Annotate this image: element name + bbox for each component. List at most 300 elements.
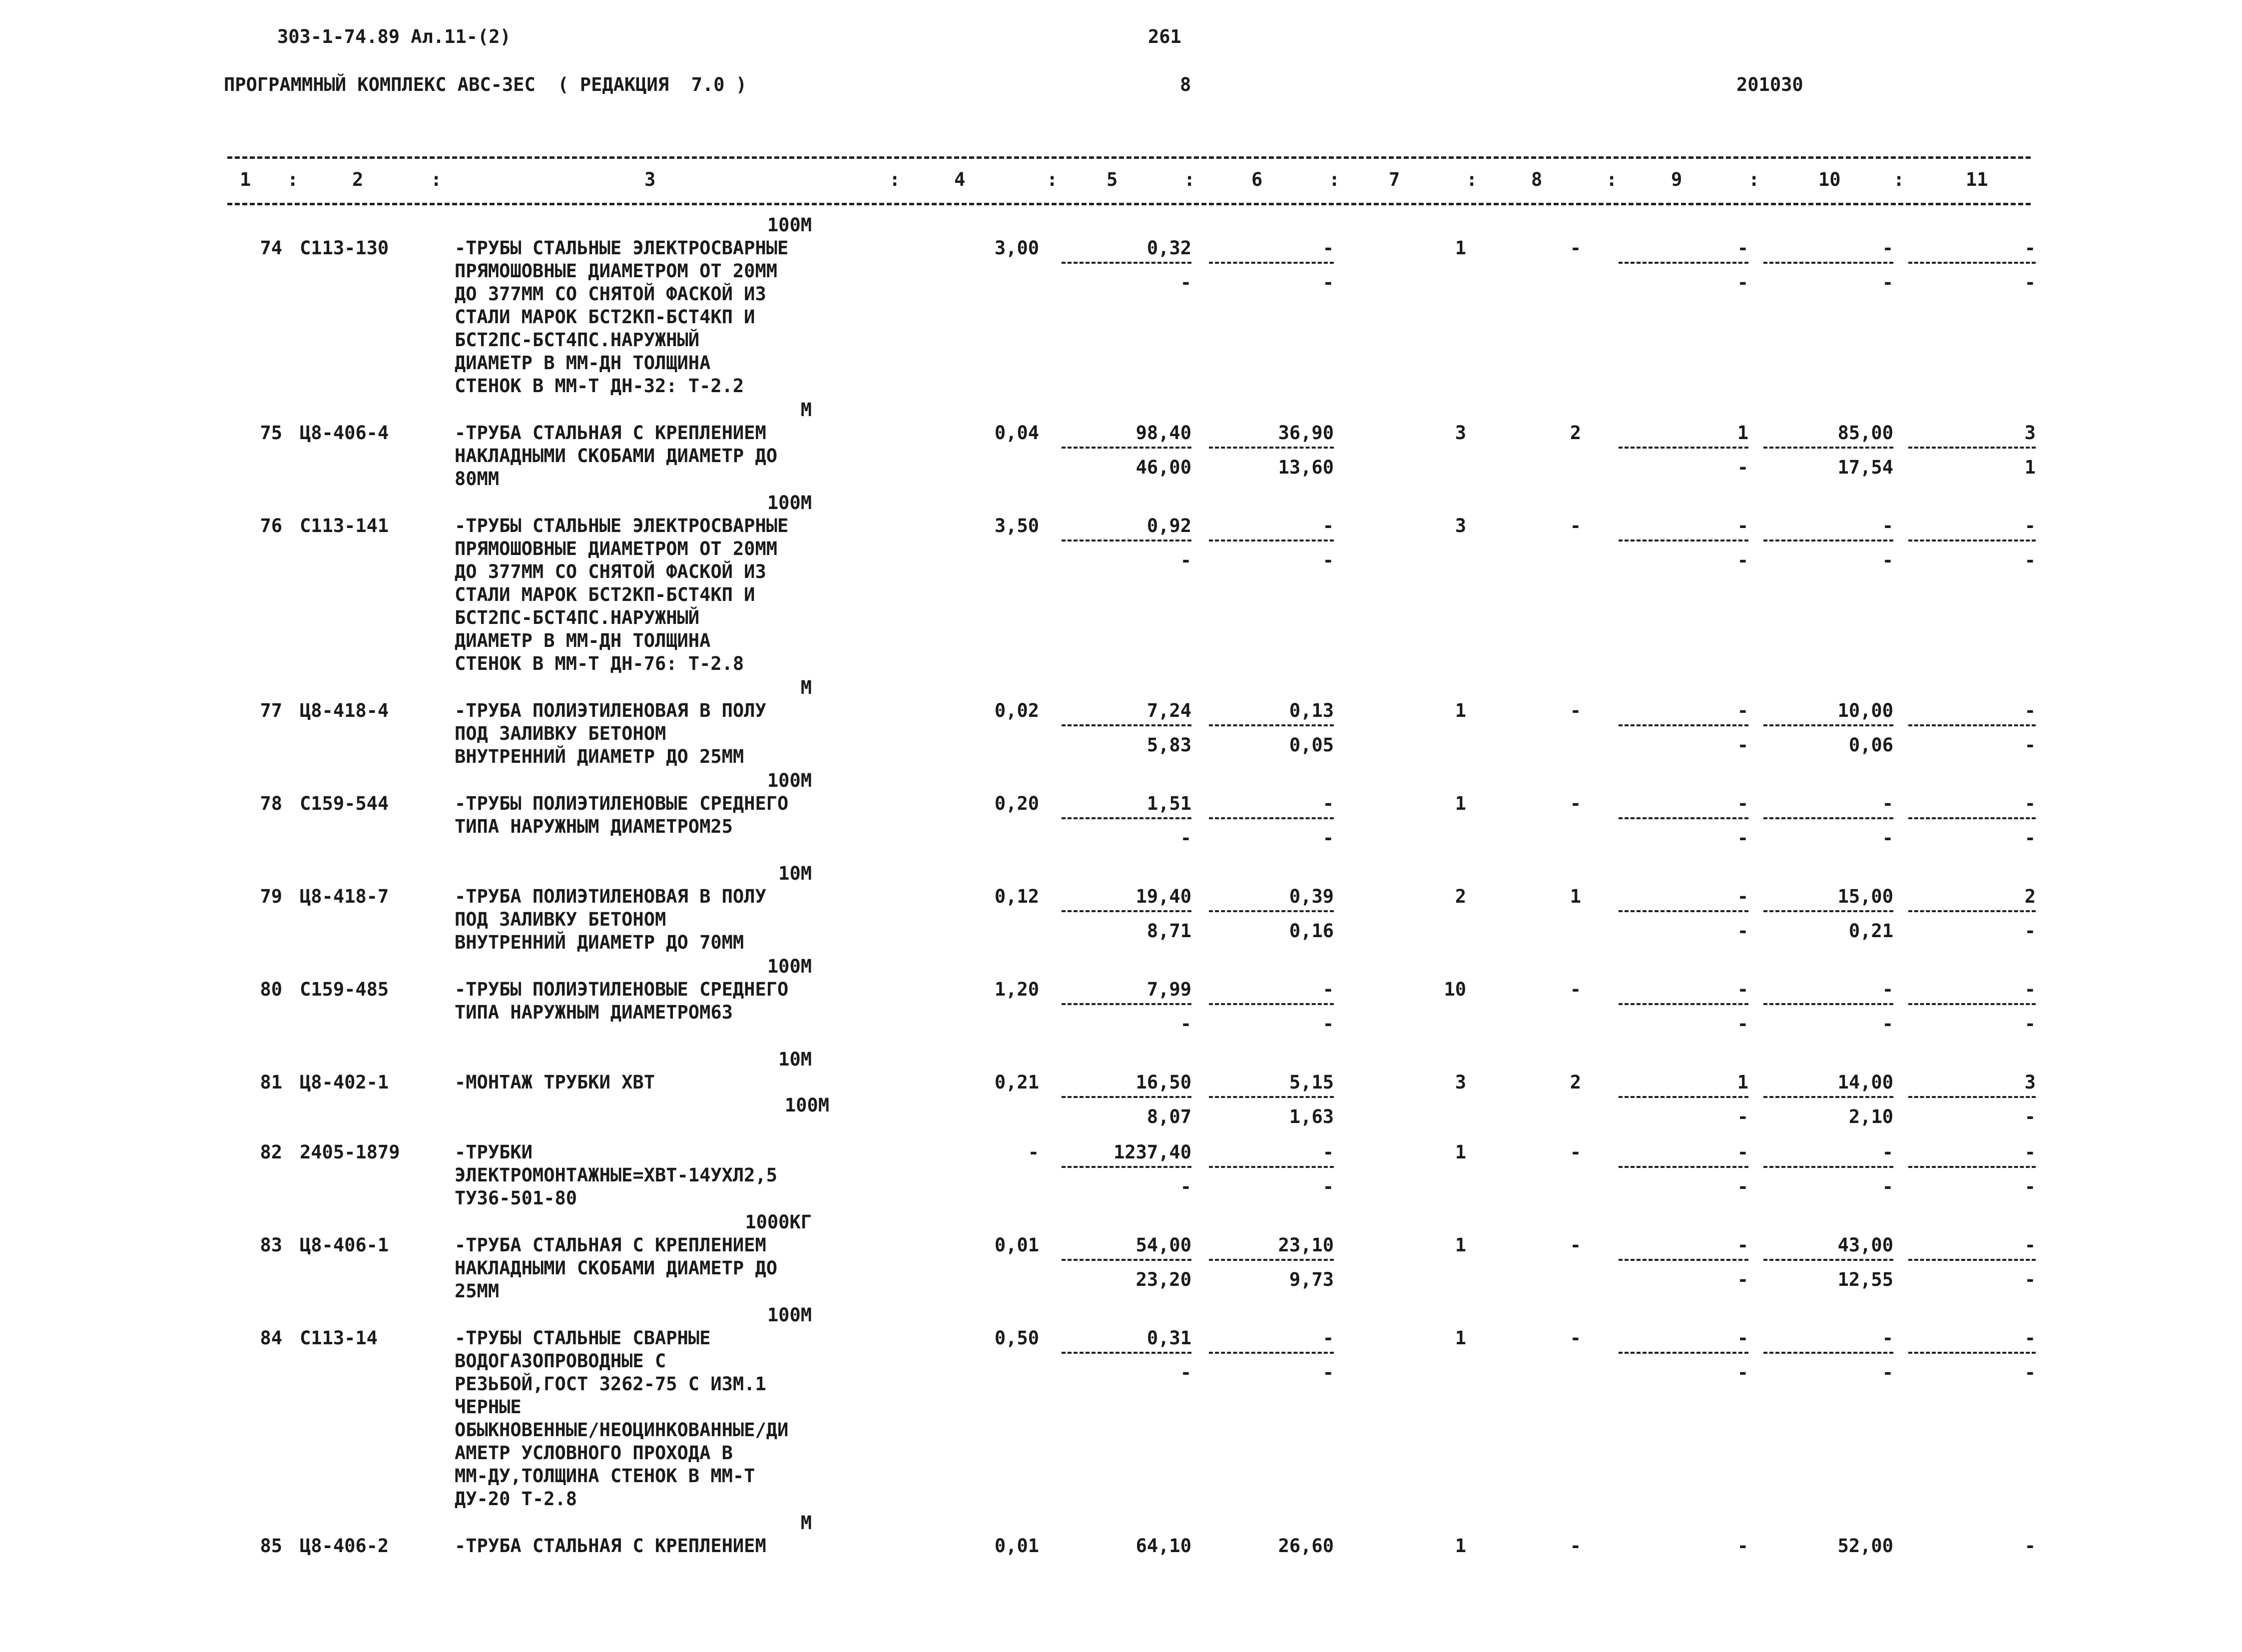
cell-divider-rule xyxy=(1209,910,1334,912)
value-cell-c10: 10,00 xyxy=(1837,700,1893,721)
item-description: -ТРУБА ПОЛИЭТИЛЕНОВАЯ В ПОЛУ xyxy=(455,700,766,721)
value-cell-c5: 98,40 xyxy=(1135,422,1191,444)
quantity-cell: 1,20 xyxy=(994,979,1039,1000)
value-cell-c7: 1 xyxy=(1455,700,1466,721)
value-cell-c5: 64,10 xyxy=(1135,1535,1191,1557)
item-description: ДИАМЕТР В ММ-ДН ТОЛЩИНА xyxy=(455,630,711,651)
item-description: СТАЛИ МАРОК БСТ2КП-БСТ4КП И xyxy=(455,306,755,328)
value-cell-c9: - xyxy=(1737,979,1748,1000)
value-cell-c8: 2 xyxy=(1570,1072,1581,1093)
cell-divider-rule xyxy=(1062,1352,1191,1354)
column-separator: : xyxy=(287,169,299,190)
item-description: 25ММ xyxy=(455,1280,500,1302)
item-description: -ТРУБКИ xyxy=(455,1141,533,1163)
value-cell-c6: 0,39 xyxy=(1289,886,1334,907)
cell-divider-rule xyxy=(1209,262,1334,264)
sheet-number: 8 xyxy=(1180,74,1191,95)
value-cell-c9: - xyxy=(1737,700,1748,721)
column-header-11: 11 xyxy=(1966,169,1988,190)
value-cell-c9-lower: - xyxy=(1737,920,1748,942)
rate-code: 2405-1879 xyxy=(300,1141,400,1163)
value-cell-c7: 10 xyxy=(1444,979,1466,1000)
value-cell-c10: 52,00 xyxy=(1837,1535,1893,1557)
table-top-rule xyxy=(227,156,2031,159)
value-cell-c9: - xyxy=(1737,886,1748,907)
column-header-7: 7 xyxy=(1389,169,1400,190)
value-cell-c10-lower: 2,10 xyxy=(1848,1106,1893,1127)
value-cell-c6-lower: - xyxy=(1322,1176,1334,1197)
cell-divider-rule xyxy=(1062,724,1191,726)
unit-label: М xyxy=(800,399,812,421)
unit-label: 100М xyxy=(767,956,812,977)
cell-divider-rule xyxy=(1209,817,1334,819)
value-cell-c5: 1,51 xyxy=(1146,793,1191,814)
value-cell-c7: 1 xyxy=(1455,793,1466,814)
value-cell-c5-lower: 46,00 xyxy=(1135,457,1191,478)
value-cell-c6-lower: 13,60 xyxy=(1278,457,1334,478)
rate-code: С159-544 xyxy=(300,793,389,814)
value-cell-c6-lower: 9,73 xyxy=(1289,1269,1334,1290)
value-cell-c11-lower: - xyxy=(2024,1176,2036,1197)
value-cell-c6-lower: - xyxy=(1322,827,1334,849)
column-separator: : xyxy=(1184,169,1195,190)
cell-divider-rule xyxy=(1062,540,1191,542)
quantity-cell: 0,21 xyxy=(994,1072,1039,1093)
rate-code: Ц8-402-1 xyxy=(300,1072,389,1093)
value-cell-c9: 1 xyxy=(1737,422,1748,444)
value-cell-c10: - xyxy=(1882,793,1893,814)
value-cell-c11: 2 xyxy=(2024,886,2036,907)
cell-divider-rule xyxy=(1619,1352,1748,1354)
column-header-2: 2 xyxy=(352,169,364,190)
value-cell-c9-lower: - xyxy=(1737,1106,1748,1127)
value-cell-c6-lower: 0,16 xyxy=(1289,920,1334,942)
cell-divider-rule xyxy=(1062,817,1191,819)
row-number: 84 xyxy=(260,1327,282,1349)
value-cell-c11-lower: - xyxy=(2024,1362,2036,1383)
value-cell-c9: - xyxy=(1737,1327,1748,1349)
quantity-cell: 0,04 xyxy=(994,422,1039,444)
value-cell-c11: - xyxy=(2024,1535,2036,1557)
value-cell-c5-lower: - xyxy=(1180,827,1191,849)
value-cell-c11: - xyxy=(2024,979,2036,1000)
column-separator: : xyxy=(1329,169,1340,190)
value-cell-c10: 85,00 xyxy=(1837,422,1893,444)
value-cell-c5-lower: - xyxy=(1180,550,1191,571)
cell-divider-rule xyxy=(1763,1259,1893,1261)
value-cell-c5: 0,31 xyxy=(1146,1327,1191,1349)
value-cell-c6: 5,15 xyxy=(1289,1072,1334,1093)
column-header-8: 8 xyxy=(1531,169,1543,190)
value-cell-c11-lower: - xyxy=(2024,272,2036,293)
cell-divider-rule xyxy=(1209,1166,1334,1168)
row-number: 80 xyxy=(260,979,282,1000)
unit-label: 100М xyxy=(767,492,812,514)
value-cell-c6-lower: - xyxy=(1322,1362,1334,1383)
value-cell-c10: - xyxy=(1882,515,1893,537)
item-description: ЧЕРНЫЕ xyxy=(455,1396,522,1418)
item-description: СТЕНОК В ММ-Т ДН-76: Т-2.8 xyxy=(455,653,744,674)
value-cell-c6: - xyxy=(1322,1327,1334,1349)
cell-divider-rule xyxy=(1763,1096,1893,1098)
value-cell-c6-lower: 1,63 xyxy=(1289,1106,1334,1127)
cell-divider-rule xyxy=(1619,262,1748,264)
value-cell-c9-lower: - xyxy=(1737,272,1748,293)
column-header-3: 3 xyxy=(644,169,656,190)
value-cell-c8: - xyxy=(1570,793,1581,814)
cell-divider-rule xyxy=(1763,262,1893,264)
value-cell-c9-lower: - xyxy=(1737,457,1748,478)
column-separator: : xyxy=(1466,169,1478,190)
value-cell-c9: - xyxy=(1737,237,1748,259)
value-cell-c5-lower: 8,71 xyxy=(1146,920,1191,942)
cell-divider-rule xyxy=(1908,910,2036,912)
value-cell-c8: - xyxy=(1570,515,1581,537)
cell-divider-rule xyxy=(1763,817,1893,819)
unit-label: 10М xyxy=(778,863,812,884)
cell-divider-rule xyxy=(1763,1352,1893,1354)
item-description: ЭЛЕКТРОМОНТАЖНЫЕ=ХВТ-14УХЛ2,5 xyxy=(455,1164,778,1186)
value-cell-c8: - xyxy=(1570,1234,1581,1256)
table-header-rule xyxy=(227,203,2031,205)
value-cell-c11-lower: 1 xyxy=(2024,457,2036,478)
cell-divider-rule xyxy=(1062,447,1191,449)
cell-divider-rule xyxy=(1209,1352,1334,1354)
item-description: ВОДОГАЗОПРОВОДНЫЕ С xyxy=(455,1350,666,1372)
value-cell-c9: - xyxy=(1737,515,1748,537)
row-number: 78 xyxy=(260,793,282,814)
item-description: НАКЛАДНЫМИ СКОБАМИ ДИАМЕТР ДО xyxy=(455,445,778,467)
value-cell-c10-lower: 12,55 xyxy=(1837,1269,1893,1290)
value-cell-c8: - xyxy=(1570,1141,1581,1163)
value-cell-c11: - xyxy=(2024,1141,2036,1163)
item-description: ПРЯМОШОВНЫЕ ДИАМЕТРОМ ОТ 20ММ xyxy=(455,260,778,282)
column-separator: : xyxy=(431,169,442,190)
value-cell-c7: 1 xyxy=(1455,1141,1466,1163)
value-cell-c9: 1 xyxy=(1737,1072,1748,1093)
value-cell-c6: - xyxy=(1322,237,1334,259)
item-description: РЕЗЬБОЙ,ГОСТ 3262-75 С ИЗМ.1 xyxy=(455,1373,766,1395)
value-cell-c8: - xyxy=(1570,237,1581,259)
value-cell-c11-lower: - xyxy=(2024,734,2036,756)
value-cell-c7: 1 xyxy=(1455,1535,1466,1557)
value-cell-c6: 0,13 xyxy=(1289,700,1334,721)
item-description: СТЕНОК В ММ-Т ДН-32: Т-2.2 xyxy=(455,375,744,397)
value-cell-c9: - xyxy=(1737,1141,1748,1163)
page-number: 261 xyxy=(1148,26,1181,47)
value-cell-c5: 7,99 xyxy=(1146,979,1191,1000)
value-cell-c5-lower: 5,83 xyxy=(1146,734,1191,756)
value-cell-c9-lower: - xyxy=(1737,1176,1748,1197)
column-separator: : xyxy=(1606,169,1618,190)
item-description: ТИПА НАРУЖНЫМ ДИАМЕТРОМ25 xyxy=(455,816,733,837)
rate-code: С159-485 xyxy=(300,979,389,1000)
cell-divider-rule xyxy=(1062,1166,1191,1168)
unit-label: 100М xyxy=(784,1095,829,1116)
cell-divider-rule xyxy=(1619,1003,1748,1005)
item-description: -ТРУБЫ СТАЛЬНЫЕ ЭЛЕКТРОСВАРНЫЕ xyxy=(455,515,789,537)
item-description: -ТРУБА СТАЛЬНАЯ С КРЕПЛЕНИЕМ xyxy=(455,1234,766,1256)
item-description: ВНУТРЕННИЙ ДИАМЕТР ДО 25ММ xyxy=(455,746,744,767)
value-cell-c8: - xyxy=(1570,1327,1581,1349)
value-cell-c5-lower: - xyxy=(1180,272,1191,293)
item-description: ДО 377ММ СО СНЯТОЙ ФАСКОЙ ИЗ xyxy=(455,283,766,305)
value-cell-c9: - xyxy=(1737,1535,1748,1557)
value-cell-c11-lower: - xyxy=(2024,550,2036,571)
cell-divider-rule xyxy=(1062,1096,1191,1098)
quantity-cell: 3,00 xyxy=(994,237,1039,259)
document-code: 201030 xyxy=(1736,74,1803,95)
value-cell-c7: 1 xyxy=(1455,1234,1466,1256)
value-cell-c10-lower: 17,54 xyxy=(1837,457,1893,478)
value-cell-c10-lower: - xyxy=(1882,1176,1893,1197)
item-description: НАКЛАДНЫМИ СКОБАМИ ДИАМЕТР ДО xyxy=(455,1257,778,1279)
value-cell-c5-lower: - xyxy=(1180,1176,1191,1197)
value-cell-c5-lower: 23,20 xyxy=(1135,1269,1191,1290)
value-cell-c11: - xyxy=(2024,700,2036,721)
value-cell-c7: 2 xyxy=(1455,886,1466,907)
row-number: 79 xyxy=(260,886,282,907)
row-number: 82 xyxy=(260,1141,282,1163)
value-cell-c8: - xyxy=(1570,700,1581,721)
cell-divider-rule xyxy=(1062,1259,1191,1261)
unit-label: 100М xyxy=(767,770,812,791)
cell-divider-rule xyxy=(1619,1096,1748,1098)
value-cell-c5-lower: - xyxy=(1180,1362,1191,1383)
quantity-cell: 0,50 xyxy=(994,1327,1039,1349)
row-number: 81 xyxy=(260,1072,282,1093)
quantity-cell: 0,20 xyxy=(994,793,1039,814)
item-description: АМЕТР УСЛОВНОГО ПРОХОДА В xyxy=(455,1442,733,1464)
value-cell-c10-lower: 0,21 xyxy=(1848,920,1893,942)
value-cell-c11: - xyxy=(2024,237,2036,259)
column-separator: : xyxy=(889,169,901,190)
value-cell-c10-lower: - xyxy=(1882,550,1893,571)
value-cell-c11-lower: - xyxy=(2024,1106,2036,1127)
value-cell-c6: 36,90 xyxy=(1278,422,1334,444)
item-description: -ТРУБЫ СТАЛЬНЫЕ СВАРНЫЕ xyxy=(455,1327,711,1349)
column-separator: : xyxy=(1748,169,1760,190)
value-cell-c10: - xyxy=(1882,1327,1893,1349)
value-cell-c7: 3 xyxy=(1455,1072,1466,1093)
cell-divider-rule xyxy=(1209,1003,1334,1005)
item-description: -ТРУБЫ ПОЛИЭТИЛЕНОВЫЕ СРЕДНЕГО xyxy=(455,979,789,1000)
column-header-5: 5 xyxy=(1107,169,1118,190)
value-cell-c5: 19,40 xyxy=(1135,886,1191,907)
value-cell-c11-lower: - xyxy=(2024,827,2036,849)
unit-label: 1000КГ xyxy=(745,1211,812,1233)
value-cell-c11: - xyxy=(2024,793,2036,814)
rate-code: Ц8-406-2 xyxy=(300,1535,389,1557)
doc-code: 303-1-74.89 Ал.11-(2) xyxy=(277,26,511,47)
value-cell-c9-lower: - xyxy=(1737,550,1748,571)
cell-divider-rule xyxy=(1763,1003,1893,1005)
unit-label: М xyxy=(800,1512,812,1534)
cell-divider-rule xyxy=(1209,540,1334,542)
value-cell-c5: 0,92 xyxy=(1146,515,1191,537)
value-cell-c8: 2 xyxy=(1570,422,1581,444)
value-cell-c6: - xyxy=(1322,515,1334,537)
cell-divider-rule xyxy=(1908,1096,2036,1098)
cell-divider-rule xyxy=(1908,817,2036,819)
rate-code: Ц8-406-1 xyxy=(300,1234,389,1256)
value-cell-c10: 14,00 xyxy=(1837,1072,1893,1093)
row-number: 85 xyxy=(260,1535,282,1557)
cell-divider-rule xyxy=(1908,262,2036,264)
item-description: СТАЛИ МАРОК БСТ2КП-БСТ4КП И xyxy=(455,584,755,605)
value-cell-c6: 23,10 xyxy=(1278,1234,1334,1256)
value-cell-c9-lower: - xyxy=(1737,1362,1748,1383)
item-description: БСТ2ПС-БСТ4ПС.НАРУЖНЫЙ xyxy=(455,607,700,628)
value-cell-c5-lower: 8,07 xyxy=(1146,1106,1191,1127)
value-cell-c11: 3 xyxy=(2024,1072,2036,1093)
cell-divider-rule xyxy=(1763,910,1893,912)
value-cell-c10-lower: - xyxy=(1882,1362,1893,1383)
column-header-1: 1 xyxy=(240,169,251,190)
value-cell-c10: - xyxy=(1882,237,1893,259)
cell-divider-rule xyxy=(1209,1096,1334,1098)
cell-divider-rule xyxy=(1062,910,1191,912)
value-cell-c6: - xyxy=(1322,793,1334,814)
row-number: 76 xyxy=(260,515,282,537)
item-description: ВНУТРЕННИЙ ДИАМЕТР ДО 70ММ xyxy=(455,932,744,953)
cell-divider-rule xyxy=(1209,1259,1334,1261)
cell-divider-rule xyxy=(1062,262,1191,264)
column-separator: : xyxy=(1047,169,1058,190)
cell-divider-rule xyxy=(1908,1352,2036,1354)
value-cell-c10-lower: - xyxy=(1882,827,1893,849)
cell-divider-rule xyxy=(1763,447,1893,449)
value-cell-c5: 7,24 xyxy=(1146,700,1191,721)
rate-code: Ц8-406-4 xyxy=(300,422,389,444)
item-description: -ТРУБА ПОЛИЭТИЛЕНОВАЯ В ПОЛУ xyxy=(455,886,766,907)
value-cell-c7: 1 xyxy=(1455,1327,1466,1349)
value-cell-c6-lower: - xyxy=(1322,550,1334,571)
value-cell-c10-lower: - xyxy=(1882,272,1893,293)
column-header-6: 6 xyxy=(1251,169,1263,190)
value-cell-c11: - xyxy=(2024,1234,2036,1256)
value-cell-c10: - xyxy=(1882,979,1893,1000)
rate-code: Ц8-418-4 xyxy=(300,700,389,721)
value-cell-c6-lower: - xyxy=(1322,1013,1334,1035)
column-header-4: 4 xyxy=(954,169,966,190)
cell-divider-rule xyxy=(1908,1166,2036,1168)
value-cell-c9: - xyxy=(1737,1234,1748,1256)
item-description: БСТ2ПС-БСТ4ПС.НАРУЖНЫЙ xyxy=(455,329,700,351)
value-cell-c5-lower: - xyxy=(1180,1013,1191,1035)
item-description: ММ-ДУ,ТОЛЩИНА СТЕНОК В ММ-Т xyxy=(455,1465,755,1487)
cell-divider-rule xyxy=(1908,1003,2036,1005)
value-cell-c6: 26,60 xyxy=(1278,1535,1334,1557)
item-description: ОБЫКНОВЕННЫЕ/НЕОЦИНКОВАННЫЕ/ДИ xyxy=(455,1419,789,1441)
cell-divider-rule xyxy=(1908,724,2036,726)
program-title: ПРОГРАММНЫЙ КОМПЛЕКС АВС-3ЕС ( РЕДАКЦИЯ 7.0 ) xyxy=(224,74,747,95)
item-description: ДО 377ММ СО СНЯТОЙ ФАСКОЙ ИЗ xyxy=(455,561,766,582)
value-cell-c10: - xyxy=(1882,1141,1893,1163)
item-description: -МОНТАЖ ТРУБКИ ХВТ xyxy=(455,1072,655,1093)
cell-divider-rule xyxy=(1619,1166,1748,1168)
column-header-10: 10 xyxy=(1818,169,1841,190)
value-cell-c7: 3 xyxy=(1455,515,1466,537)
item-description: ПОД ЗАЛИВКУ БЕТОНОМ xyxy=(455,723,666,744)
item-description: ПРЯМОШОВНЫЕ ДИАМЕТРОМ ОТ 20ММ xyxy=(455,538,778,559)
value-cell-c9-lower: - xyxy=(1737,1269,1748,1290)
row-number: 75 xyxy=(260,422,282,444)
value-cell-c5: 16,50 xyxy=(1135,1072,1191,1093)
unit-label: М xyxy=(800,677,812,698)
item-description: ТУ36-501-80 xyxy=(455,1187,577,1209)
item-description: ДИАМЕТР В ММ-ДН ТОЛЩИНА xyxy=(455,352,711,374)
column-header-9: 9 xyxy=(1671,169,1682,190)
cell-divider-rule xyxy=(1619,447,1748,449)
cell-divider-rule xyxy=(1062,1003,1191,1005)
cell-divider-rule xyxy=(1763,1166,1893,1168)
quantity-cell: 0,01 xyxy=(994,1234,1039,1256)
item-description: -ТРУБЫ СТАЛЬНЫЕ ЭЛЕКТРОСВАРНЫЕ xyxy=(455,237,789,259)
value-cell-c10-lower: 0,06 xyxy=(1848,734,1893,756)
rate-code: С113-130 xyxy=(300,237,389,259)
value-cell-c10: 15,00 xyxy=(1837,886,1893,907)
cell-divider-rule xyxy=(1209,724,1334,726)
column-separator: : xyxy=(1893,169,1905,190)
value-cell-c5: 0,32 xyxy=(1146,237,1191,259)
value-cell-c11-lower: - xyxy=(2024,1269,2036,1290)
quantity-cell: 3,50 xyxy=(994,515,1039,537)
value-cell-c9-lower: - xyxy=(1737,1013,1748,1035)
quantity-cell: 0,02 xyxy=(994,700,1039,721)
cell-divider-rule xyxy=(1908,1259,2036,1261)
unit-label: 100М xyxy=(767,1304,812,1326)
cell-divider-rule xyxy=(1763,724,1893,726)
row-number: 74 xyxy=(260,237,282,259)
unit-label: 10М xyxy=(778,1049,812,1070)
item-description: ТИПА НАРУЖНЫМ ДИАМЕТРОМ63 xyxy=(455,1002,733,1023)
value-cell-c8: - xyxy=(1570,979,1581,1000)
item-description: ПОД ЗАЛИВКУ БЕТОНОМ xyxy=(455,909,666,930)
item-description: 80ММ xyxy=(455,468,500,490)
value-cell-c6: - xyxy=(1322,1141,1334,1163)
cell-divider-rule xyxy=(1209,447,1334,449)
cell-divider-rule xyxy=(1619,910,1748,912)
value-cell-c9-lower: - xyxy=(1737,827,1748,849)
value-cell-c5: 1237,40 xyxy=(1114,1141,1191,1163)
cell-divider-rule xyxy=(1619,724,1748,726)
item-description: -ТРУБА СТАЛЬНАЯ С КРЕПЛЕНИЕМ xyxy=(455,422,766,444)
value-cell-c6-lower: 0,05 xyxy=(1289,734,1334,756)
rate-code: С113-14 xyxy=(300,1327,378,1349)
cell-divider-rule xyxy=(1619,817,1748,819)
rate-code: Ц8-418-7 xyxy=(300,886,389,907)
value-cell-c9-lower: - xyxy=(1737,734,1748,756)
quantity-cell: - xyxy=(1028,1141,1039,1163)
unit-label: 100М xyxy=(767,214,812,236)
item-description: -ТРУБЫ ПОЛИЭТИЛЕНОВЫЕ СРЕДНЕГО xyxy=(455,793,789,814)
rate-code: С113-141 xyxy=(300,515,389,537)
cell-divider-rule xyxy=(1908,540,2036,542)
value-cell-c11-lower: - xyxy=(2024,1013,2036,1035)
value-cell-c11: - xyxy=(2024,1327,2036,1349)
value-cell-c8: 1 xyxy=(1570,886,1581,907)
value-cell-c11-lower: - xyxy=(2024,920,2036,942)
row-number: 83 xyxy=(260,1234,282,1256)
quantity-cell: 0,12 xyxy=(994,886,1039,907)
quantity-cell: 0,01 xyxy=(994,1535,1039,1557)
value-cell-c6: - xyxy=(1322,979,1334,1000)
item-description: -ТРУБА СТАЛЬНАЯ С КРЕПЛЕНИЕМ xyxy=(455,1535,766,1557)
value-cell-c11: - xyxy=(2024,515,2036,537)
value-cell-c8: - xyxy=(1570,1535,1581,1557)
value-cell-c7: 3 xyxy=(1455,422,1466,444)
